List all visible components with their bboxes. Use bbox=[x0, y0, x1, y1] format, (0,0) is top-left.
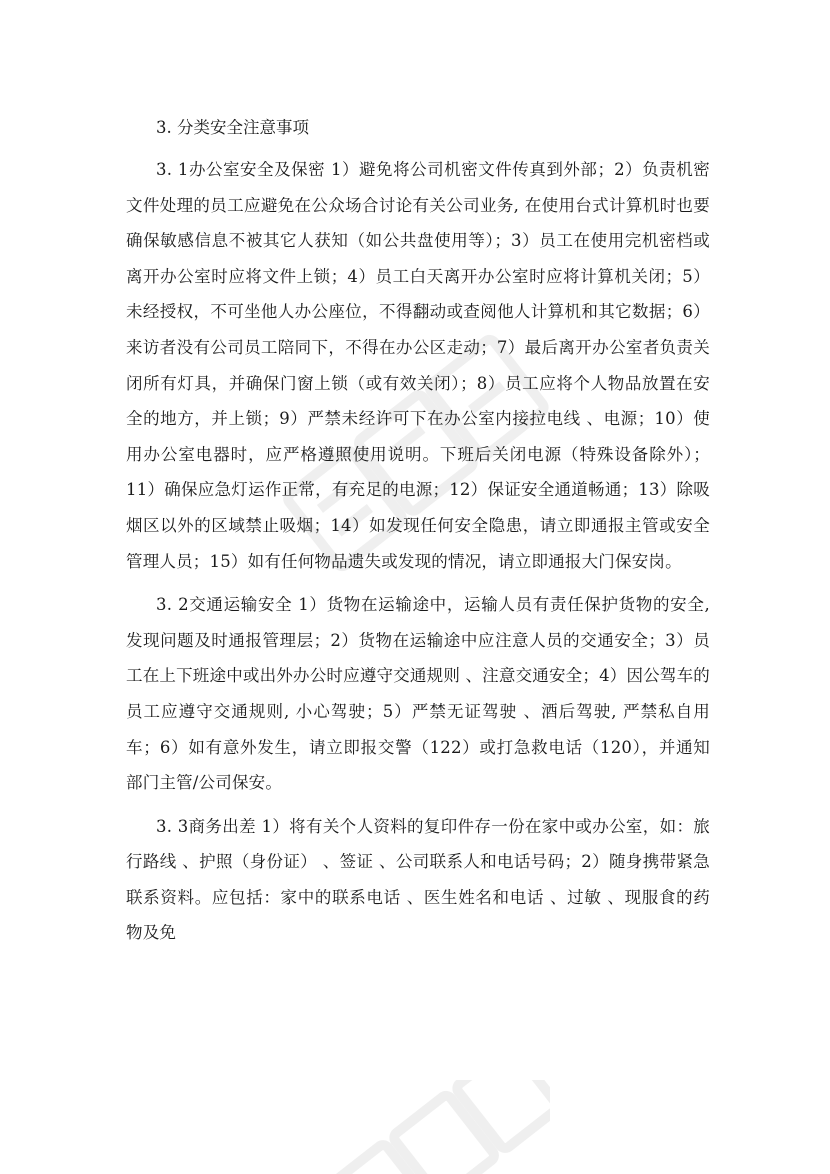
paragraph-transport-safety: 3. 2交通运输安全 1）货物在运输途中，运输人员有责任保护货物的安全,发现问题及时通报管理层；2）货物在运输途中应注意人员的交通安全；3）员工在上下班途中或出外办公时应遵守交通规则 、注意交通安全；4）因公驾车的员工应遵守交通规则, 小心驾驶；5）严禁无证驾驶 、酒后驾驶, 严禁私自用车；6）如有意外发生，请立即报交警（122）或打急救电话（120），并通知部门主管/公司保安。 bbox=[126, 595, 710, 793]
document-body bbox=[126, 110, 710, 957]
paragraph-business-travel: 3. 3商务出差 1）将有关个人资料的复印件存一份在家中或办公室，如：旅行路线 、护照（身份证） 、签证 、公司联系人和电话号码；2）随身携带紧急联系资料。应包括：家中的联系电话 、医生姓名和电话 、过敏 、现服食的药物及免 bbox=[126, 816, 710, 943]
watermark-seal bbox=[290, 1080, 550, 1174]
section-heading: 3. 分类安全注意事项 bbox=[156, 118, 309, 137]
paragraph-office-security: 3. 1办公室安全及保密 1）避免将公司机密文件传真到外部；2）负责机密文件处理的员工应避免在公众场合讨论有关公司业务, 在使用台式计算机时也要确保敏感信息不被其它人获知（如公共盘使用等）；3）员工在使用完机密档或离开办公室时应将文件上锁；4）员工白天离开办公室时应将计算机关闭；5）未经授权，不可坐他人办公座位，不得翻动或查阅他人计算机和其它数据；6）来访者没有公司员工陪同下，不得在办公区走动；7）最后离开办公室者负责关闭所有灯具，并确保门窗上锁（或有效关闭）；8）员工应将个人物品放置在安全的地方，并上锁；9）严禁未经许可下在办公室内接拉电线 、电源；10）使用办公室电器时，应严格遵照使用说明。下班后关闭电源（特殊设备除外）；11）确保应急灯运作正常，有充足的电源；12）保证安全通道畅通；13）除吸烟区以外的区域禁止吸烟；14）如发现任何安全隐患，请立即通报主管或安全管理人员；15）如有任何物品遗失或发现的情况，请立即通报大门保安岗。 bbox=[126, 160, 710, 571]
